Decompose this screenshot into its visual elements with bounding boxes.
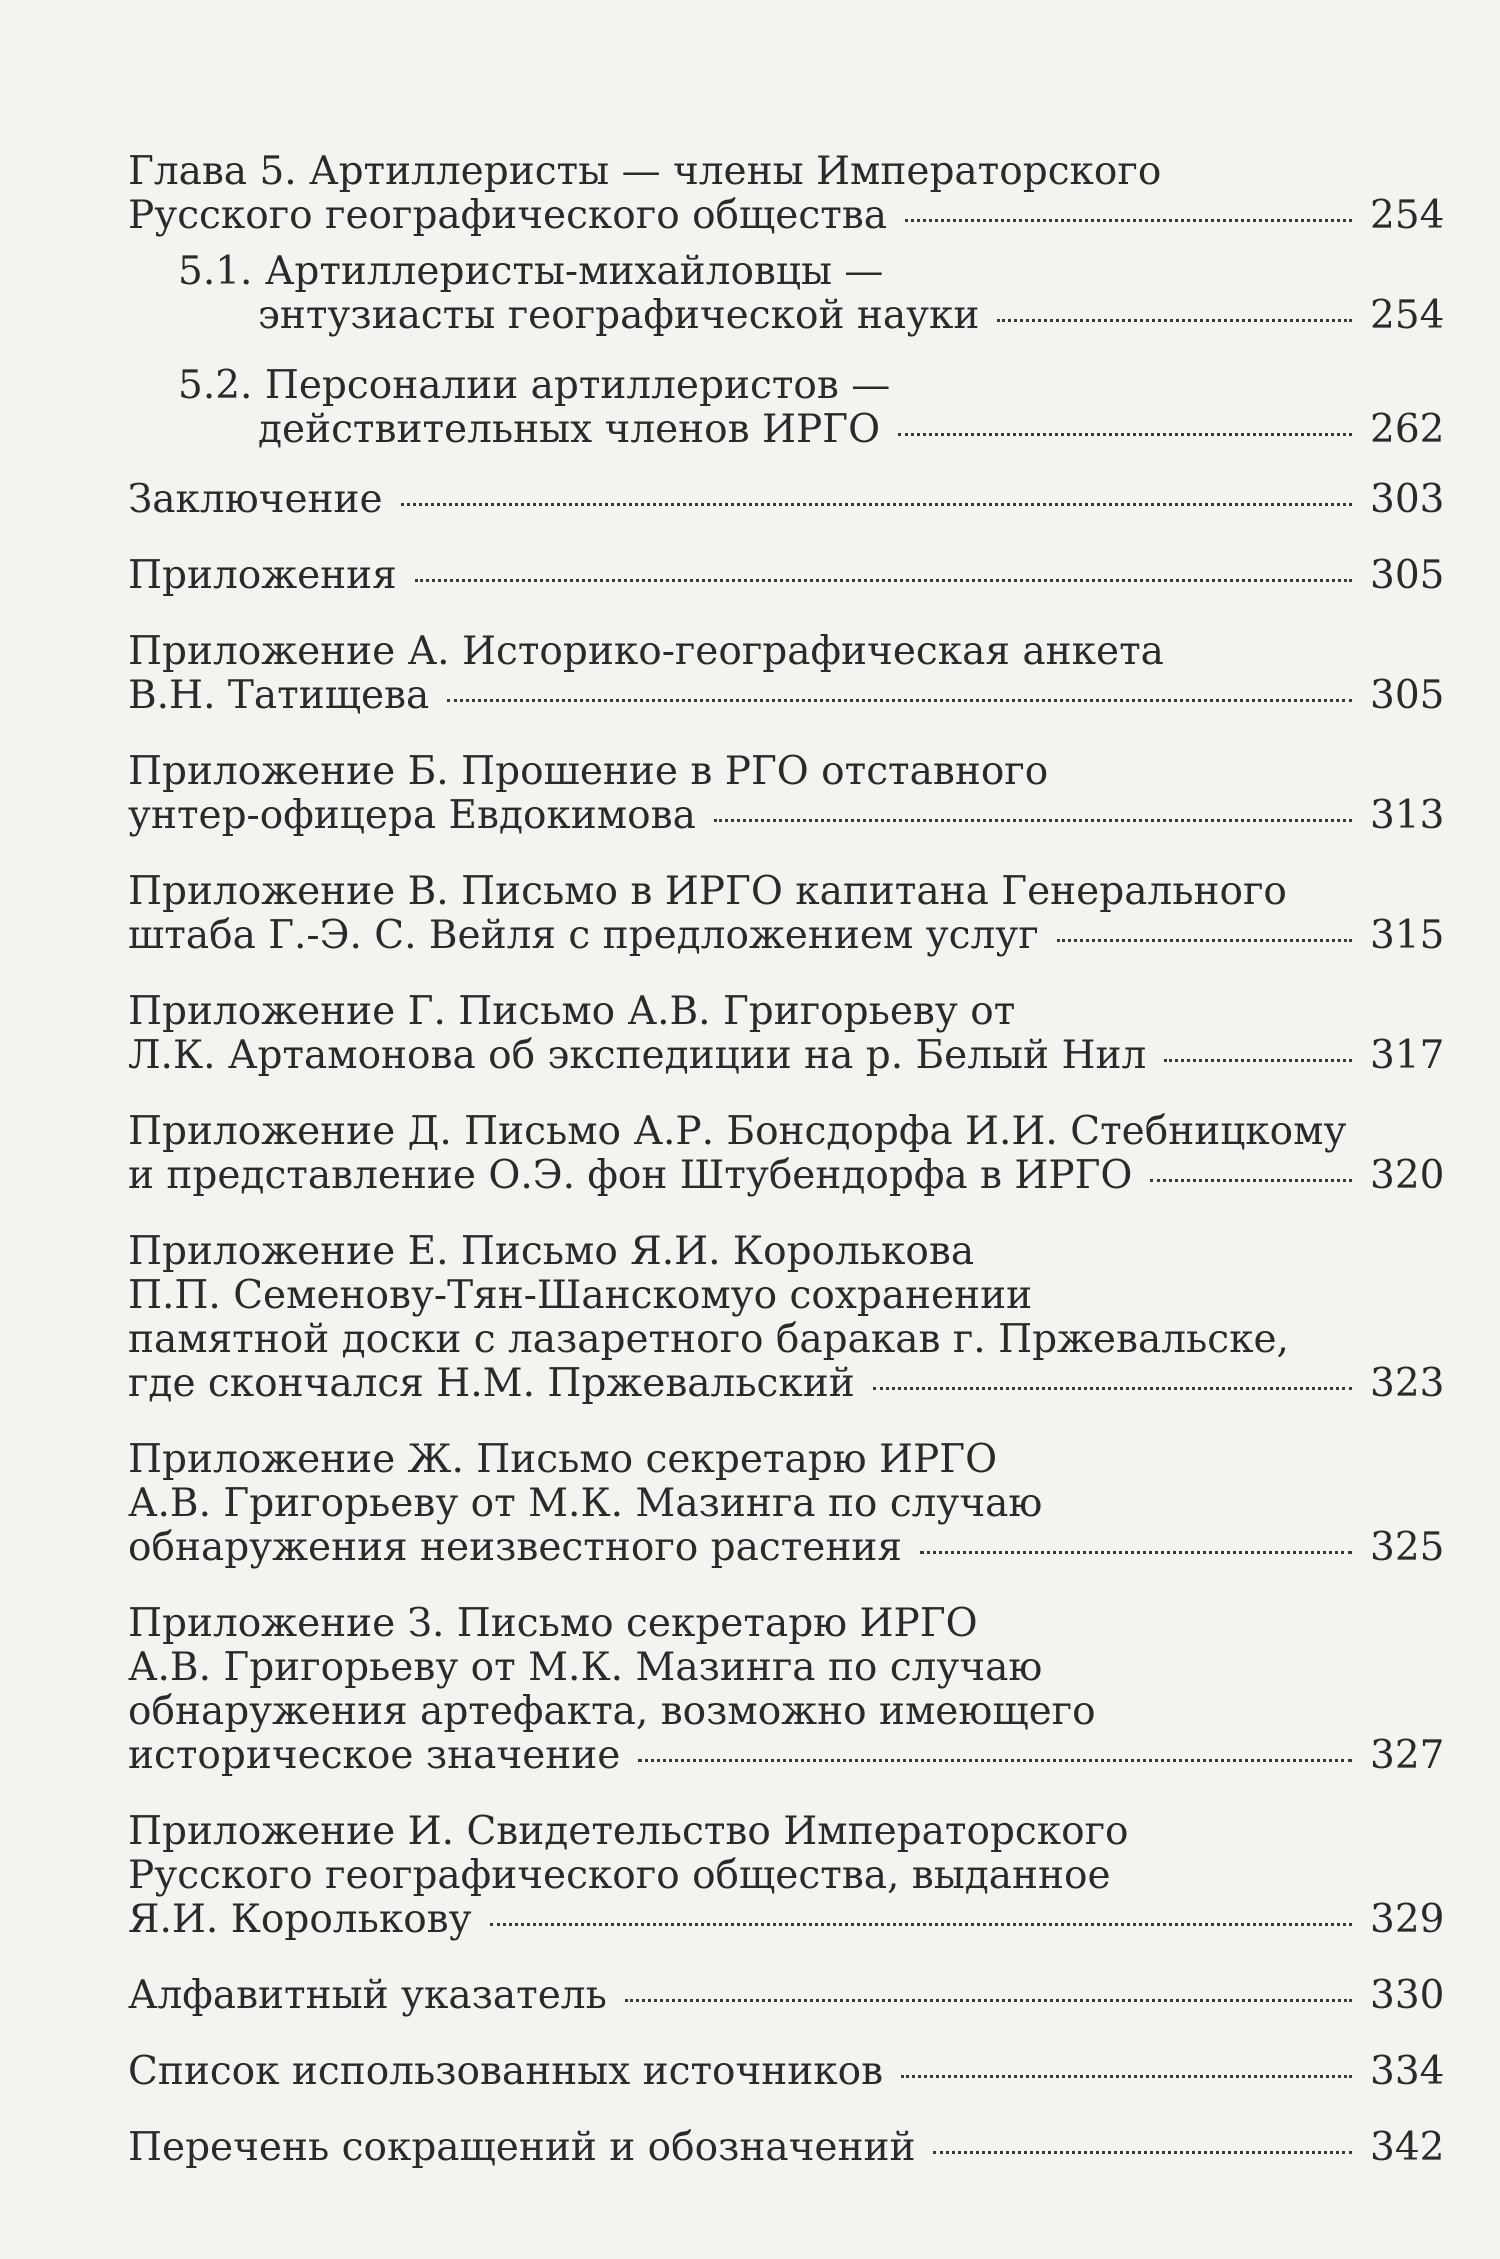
toc-entry [128, 553, 1445, 598]
dot-leader [901, 2075, 1352, 2078]
toc-entry-last-line [128, 1973, 1445, 2018]
toc-entry-line: Перечень сокращений и обозначений [128, 2125, 916, 2170]
dot-leader [898, 433, 1352, 436]
toc-entry-line: Приложение Б. Прошение в РГО отставного [128, 749, 1049, 794]
toc-entry-line: 5.1. Артиллеристы-михайловцы — [178, 249, 884, 294]
toc-entry-line: А.В. Григорьеву от М.К. Мазинга по случаю [128, 1481, 1043, 1526]
page-number: 305 [1370, 673, 1445, 718]
page-number: 303 [1370, 477, 1445, 522]
dot-leader [905, 219, 1352, 222]
page-number: 313 [1370, 793, 1445, 838]
page-number: 320 [1370, 1153, 1445, 1198]
toc-entry-line: А.В. Григорьеву от М.К. Мазинга по случаю [128, 1645, 1043, 1690]
page-number: 323 [1370, 1361, 1445, 1406]
toc-subentry [178, 363, 1445, 452]
toc-entry-line: В.Н. Татищева [128, 673, 430, 718]
page-number: 254 [1370, 193, 1445, 238]
toc-entry-last-line [128, 1153, 1445, 1198]
page-number: 334 [1370, 2049, 1445, 2094]
page-number: 315 [1370, 913, 1445, 958]
toc-entry-line: Русского географического общества [128, 193, 887, 238]
toc-subentry [178, 249, 1445, 338]
page-number: 254 [1370, 293, 1445, 338]
page-number: 305 [1370, 553, 1445, 598]
toc-entry-line: Приложения [128, 553, 397, 598]
dot-leader [401, 503, 1352, 506]
page-number: 262 [1370, 407, 1445, 452]
toc-entry-last-line [128, 1525, 1445, 1570]
dot-leader [490, 1923, 1352, 1926]
toc-entry-line: штаба Г.-Э. С. Вейля с предложением услуг [128, 913, 1039, 958]
page-number: 317 [1370, 1033, 1445, 1078]
toc-entry-last-line [178, 407, 1445, 452]
toc-entry [128, 1109, 1445, 1198]
dot-leader [638, 1759, 1352, 1762]
toc-entry-line: Глава 5. Артиллеристы — члены Императорского [128, 149, 1162, 194]
toc-entry [128, 1973, 1445, 2018]
page-number: 342 [1370, 2125, 1445, 2170]
toc-entry-line: памятной доски с лазаретного баракав г. Пржевальске, [128, 1317, 1289, 1362]
toc-entry [128, 629, 1445, 718]
toc-entry-line: Я.И. Королькову [128, 1897, 472, 1942]
toc-entry-line: П.П. Семенову-Тян-Шанскомуо сохранении [128, 1273, 1033, 1318]
toc-entry-last-line [128, 2049, 1445, 2094]
dot-leader [625, 1999, 1352, 2002]
toc-entry [128, 989, 1445, 1078]
toc-entry [128, 2125, 1445, 2170]
toc-entry-line: историческое значение [128, 1733, 621, 1778]
toc-entry-last-line [128, 913, 1445, 958]
dot-leader [1164, 1059, 1352, 1062]
toc-entry-last-line [128, 673, 1445, 718]
toc-entry-last-line [128, 2125, 1445, 2170]
toc-entry [128, 1229, 1445, 1406]
toc-entry-line: 5.2. Персоналии артиллеристов — [178, 363, 891, 408]
toc-entry-line: Приложение З. Письмо секретарю ИРГО [128, 1601, 978, 1646]
toc-entry-line: обнаружения артефакта, возможно имеющего [128, 1689, 1096, 1734]
toc-entry-line: Приложение Ж. Письмо секретарю ИРГО [128, 1437, 998, 1482]
toc-entry-last-line [128, 477, 1445, 522]
toc-entry-line: унтер-офицера Евдокимова [128, 793, 696, 838]
dot-leader [1057, 939, 1352, 942]
toc-entry-line: Приложение Е. Письмо Я.И. Королькова [128, 1229, 975, 1274]
dot-leader [933, 2151, 1352, 2154]
table-of-contents [128, 149, 1445, 2170]
toc-entry [128, 149, 1445, 238]
toc-entry [128, 1601, 1445, 1778]
dot-leader [873, 1387, 1352, 1390]
page-number: 330 [1370, 1973, 1445, 2018]
toc-entry-line: Заключение [128, 477, 383, 522]
toc-entry-line: энтузиасты географической науки [258, 293, 980, 338]
toc-entry-last-line [128, 1361, 1445, 1406]
toc-entry-line: Алфавитный указатель [128, 1973, 607, 2018]
toc-entry-line: Приложение А. Историко-географическая анкета [128, 629, 1164, 674]
toc-entry-last-line [128, 553, 1445, 598]
toc-entry-last-line [128, 1033, 1445, 1078]
dot-leader [1150, 1179, 1352, 1182]
toc-entry [128, 1809, 1445, 1942]
toc-entry-line: Русского географического общества, выданное [128, 1853, 1111, 1898]
toc-entry-line: Приложение В. Письмо в ИРГО капитана Генерального [128, 869, 1287, 914]
page-number: 329 [1370, 1897, 1445, 1942]
dot-leader [447, 699, 1352, 702]
toc-entry-line: Список использованных источников [128, 2049, 884, 2094]
toc-entry-line: и представление О.Э. фон Штубендорфа в ИРГО [128, 1153, 1133, 1198]
toc-entry [128, 1437, 1445, 1570]
page-number: 325 [1370, 1525, 1445, 1570]
toc-entry-last-line [128, 1897, 1445, 1942]
toc-entry-line: Приложение Г. Письмо А.В. Григорьеву от [128, 989, 1016, 1034]
toc-entry [128, 2049, 1445, 2094]
toc-entry [128, 749, 1445, 838]
dot-leader [714, 819, 1352, 822]
toc-entry [128, 869, 1445, 958]
toc-entry-last-line [178, 293, 1445, 338]
page-number: 327 [1370, 1733, 1445, 1778]
toc-entry-line: обнаружения неизвестного растения [128, 1525, 902, 1570]
dot-leader [920, 1551, 1352, 1554]
toc-entry-line: Л.К. Артамонова об экспедиции на р. Белый Нил [128, 1033, 1147, 1078]
toc-entry [128, 477, 1445, 522]
dot-leader [415, 579, 1352, 582]
toc-entry-last-line [128, 193, 1445, 238]
toc-entry-line: где скончался Н.М. Пржевальский [128, 1361, 855, 1406]
toc-entry-last-line [128, 1733, 1445, 1778]
toc-entry-line: Приложение И. Свидетельство Императорского [128, 1809, 1129, 1854]
toc-entry-last-line [128, 793, 1445, 838]
dot-leader [997, 319, 1352, 322]
toc-entry-line: Приложение Д. Письмо А.Р. Бонсдорфа И.И. Стебницкому [128, 1109, 1347, 1154]
toc-entry-line: действительных членов ИРГО [258, 407, 881, 452]
